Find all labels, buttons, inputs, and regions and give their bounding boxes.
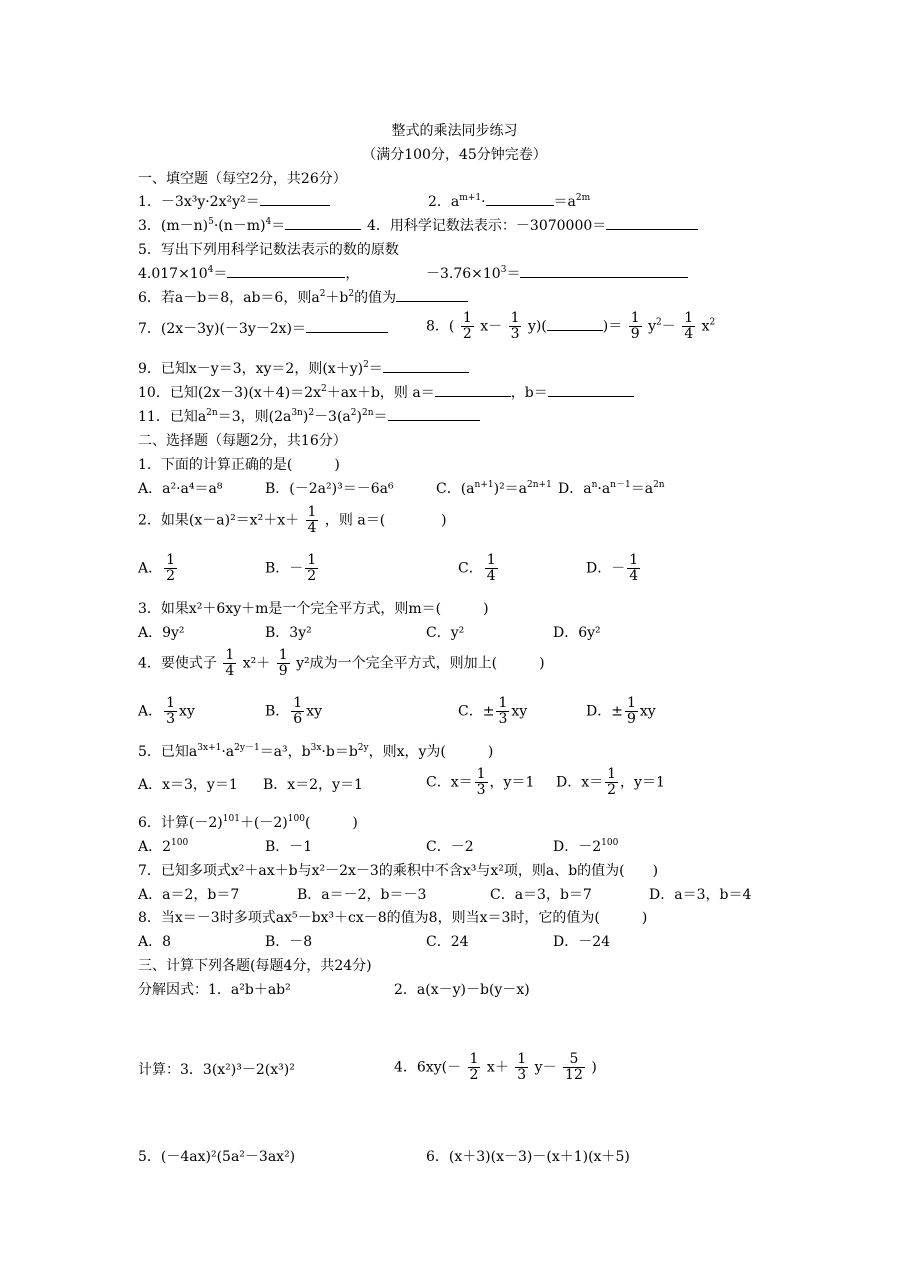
fraction: $\frac{1}{3}$ [498, 695, 508, 727]
s3-p4: 4．6xy(－ $\frac{1}{2}$ x＋ $\frac{1}{3}$ y－ $\frac{5}{12}$ ) [394, 1051, 597, 1083]
fraction: $\frac{1}{3}$ [517, 1051, 527, 1083]
s1-q1: 1．－3x³y·2x²y²＝ [138, 193, 330, 211]
s1-q8: 8．( $\frac{1}{2}$ x－ $\frac{1}{3}$ y)( )＝ $\frac{1}{9}$ $y^2-$ $\frac{1}{4}$ $x^2$ [426, 310, 716, 342]
s3-p6: 6．(x＋3)(x－3)－(x＋1)(x＋5) [426, 1149, 630, 1165]
s1-q5a: $4.017\times 10^4=$ ， [138, 265, 360, 282]
option-b[interactable]: B． $\frac{1}{6}$ xy [265, 695, 323, 727]
s3-p3: 计算：3．3(x²)³－2(x³)² [138, 1062, 295, 1078]
s1-q10: 10．已知$(2x-3)(x+4)=2x^2+ax+b$，则 a＝ ，b＝ [138, 384, 634, 402]
answer-blank[interactable] [383, 360, 469, 373]
option-c[interactable]: C．$(a^{n+1})^2=a^{2n+1}$ [436, 480, 552, 497]
option-a[interactable]: A．a²·a⁴＝a⁸ [138, 481, 223, 497]
option-c[interactable]: C．－2 [426, 839, 474, 855]
s2-q2: 2．如果(x－a)²＝x²＋x＋ $\frac{1}{4}$ ，则 a＝( ) [138, 504, 447, 536]
option-b[interactable]: B．－1 [265, 839, 313, 855]
answer-blank[interactable] [547, 318, 603, 331]
fraction: $\frac{1}{4}$ [225, 647, 235, 679]
option-b[interactable]: B．x＝2，y＝1 [263, 777, 363, 793]
answer-blank[interactable] [306, 320, 388, 333]
section-1-heading: 一、填空题（每空2分，共26分） [138, 171, 347, 187]
fraction: $\frac{1}{2}$ [307, 552, 317, 584]
option-b[interactable]: B．(－2a²)³＝－6a⁶ [265, 481, 394, 497]
option-a[interactable]: A．9y² [138, 625, 185, 641]
option-c[interactable]: C．y² [426, 625, 465, 641]
answer-blank[interactable] [435, 384, 511, 397]
s2-q1: 1．下面的计算正确的是( ) [138, 457, 340, 473]
section-3-heading: 三、计算下列各题(每题4分，共24分) [138, 958, 372, 974]
fraction: $\frac{1}{2}$ [166, 552, 176, 584]
s1-q9: 9．已知x－y＝3，xy＝2，则$(x+y)^2=$ [138, 360, 469, 378]
fraction: $\frac{1}{6}$ [293, 695, 303, 727]
answer-blank[interactable] [227, 265, 345, 278]
option-b[interactable]: B．3y² [265, 625, 312, 641]
s1-q5: 5．写出下列用科学记数法表示的数的原数 [138, 242, 399, 258]
s3-p2: 2．a(x－y)－b(y－x) [394, 982, 530, 998]
option-d[interactable]: D．$a^n\cdot a^{n-1}=a^{2n}$ [558, 480, 665, 497]
answer-blank[interactable] [388, 408, 480, 421]
s1-q6: 6．若a－b＝8，ab＝6，则$a^2+b^2$的值为 [138, 289, 468, 307]
page-subtitle: （满分100分，45分钟完卷） [362, 147, 547, 163]
fraction: $\frac{1}{9}$ [630, 310, 640, 342]
option-a[interactable]: A．a＝2，b＝7 [138, 887, 240, 903]
s1-q11: 11．已知$a^{2n}=3$，则$(2a^{3n})^2-3(a^2)^{2n}=$ [138, 408, 480, 426]
s1-q3: 3．$(m-n)^5\cdot(n-m)^4=$ [138, 217, 361, 235]
option-d[interactable]: D．± $\frac{1}{9}$ xy [586, 695, 656, 727]
s1-q7: 7．(2x－3y)(－3y－2x)＝ [138, 320, 388, 338]
fraction: $\frac{1}{2}$ [462, 310, 472, 342]
page-title: 整式的乘法同步练习 [391, 123, 518, 139]
fraction: $\frac{1}{3}$ [510, 310, 520, 342]
option-a[interactable]: A． $\frac{1}{3}$ xy [138, 695, 195, 727]
s2-q8: 8．当x＝－3时多项式ax⁵－bx³＋cx－8的值为8，则当x＝3时，它的值为( ) [138, 910, 648, 926]
fraction: $\frac{1}{2}$ [607, 766, 617, 798]
option-d[interactable]: D．6y² [553, 625, 601, 641]
option-d[interactable]: D．－24 [553, 934, 611, 950]
fraction: $\frac{5}{12}$ [565, 1051, 583, 1083]
option-b[interactable]: B．－8 [265, 934, 313, 950]
option-a[interactable]: A． $\frac{1}{2}$ [138, 552, 176, 584]
s1-q4: 4．用科学记数法表示：－3070000＝ [367, 217, 698, 235]
fraction: $\frac{1}{3}$ [476, 766, 486, 798]
s2-q7: 7．已知多项式x²＋ax＋b与x²－2x－3的乘积中不含x³与x²项，则a、b的值为( ) [138, 863, 659, 879]
fraction: $\frac{1}{4}$ [629, 552, 639, 584]
s3-p5: 5．(－4ax)²(5a²－3ax²) [138, 1149, 296, 1165]
fraction: $\frac{1}{4}$ [486, 552, 496, 584]
answer-blank[interactable] [285, 217, 361, 230]
option-d[interactable]: D．x＝ $\frac{1}{2}$ ，y＝1 [556, 766, 665, 798]
fraction: $\frac{1}{3}$ [166, 695, 176, 727]
option-d[interactable]: D．－ $\frac{1}{4}$ [586, 552, 639, 584]
option-c[interactable]: C．x＝ $\frac{1}{3}$ ，y＝1 [426, 766, 535, 798]
s1-q2: 2．$a^{m+1}\cdot =a^{2m}$ [428, 193, 591, 210]
option-d[interactable]: D．$-2^{100}$ [553, 838, 619, 855]
s2-q6: 6．计算$(-2)^{101}+(-2)^{100}$( ) [138, 814, 358, 831]
option-b[interactable]: B．－ $\frac{1}{2}$ [265, 552, 317, 584]
option-a[interactable]: A．$2^{100}$ [138, 838, 189, 855]
fraction: $\frac{1}{2}$ [469, 1051, 479, 1083]
s2-q3: 3．如果x²＋6xy＋m是一个完全平方式，则m＝( ) [138, 601, 489, 617]
option-a[interactable]: A．x＝3，y＝1 [138, 777, 238, 793]
option-a[interactable]: A．8 [138, 934, 172, 950]
s1-q5b: $-3.76\times 10^3=$ [426, 265, 688, 283]
option-c[interactable]: C． $\frac{1}{4}$ [458, 552, 496, 584]
option-c[interactable]: C．± $\frac{1}{3}$ xy [458, 695, 528, 727]
fraction: $\frac{1}{4}$ [684, 310, 694, 342]
fraction: $\frac{1}{4}$ [307, 504, 317, 536]
answer-blank[interactable] [486, 193, 554, 206]
answer-blank[interactable] [520, 265, 688, 278]
s3-p1: 分解因式：1．a²b＋ab² [138, 982, 291, 998]
s2-q5: 5．已知$a^{3x+1}\cdot a^{2y-1}=a^3$，$b^{3x}\cdot b=b^{2y}$，则x，y为( ) [138, 743, 494, 760]
fraction: $\frac{1}{9}$ [278, 647, 288, 679]
s2-q4: 4．要使式子 $\frac{1}{4}$ x²＋ $\frac{1}{9}$ y²成为一个完全平方式，则加上( ) [138, 647, 545, 679]
section-2-heading: 二、选择题（每题2分，共16分） [138, 433, 347, 449]
option-b[interactable]: B．a＝－2，b＝－3 [297, 887, 427, 903]
option-d[interactable]: D．a＝3，b＝4 [649, 887, 752, 903]
fraction: $\frac{1}{9}$ [626, 695, 636, 727]
answer-blank[interactable] [606, 217, 698, 230]
option-c[interactable]: C．a＝3，b＝7 [490, 887, 592, 903]
answer-blank[interactable] [260, 193, 330, 206]
answer-blank[interactable] [396, 289, 468, 302]
option-c[interactable]: C．24 [426, 934, 469, 950]
answer-blank[interactable] [548, 384, 634, 397]
